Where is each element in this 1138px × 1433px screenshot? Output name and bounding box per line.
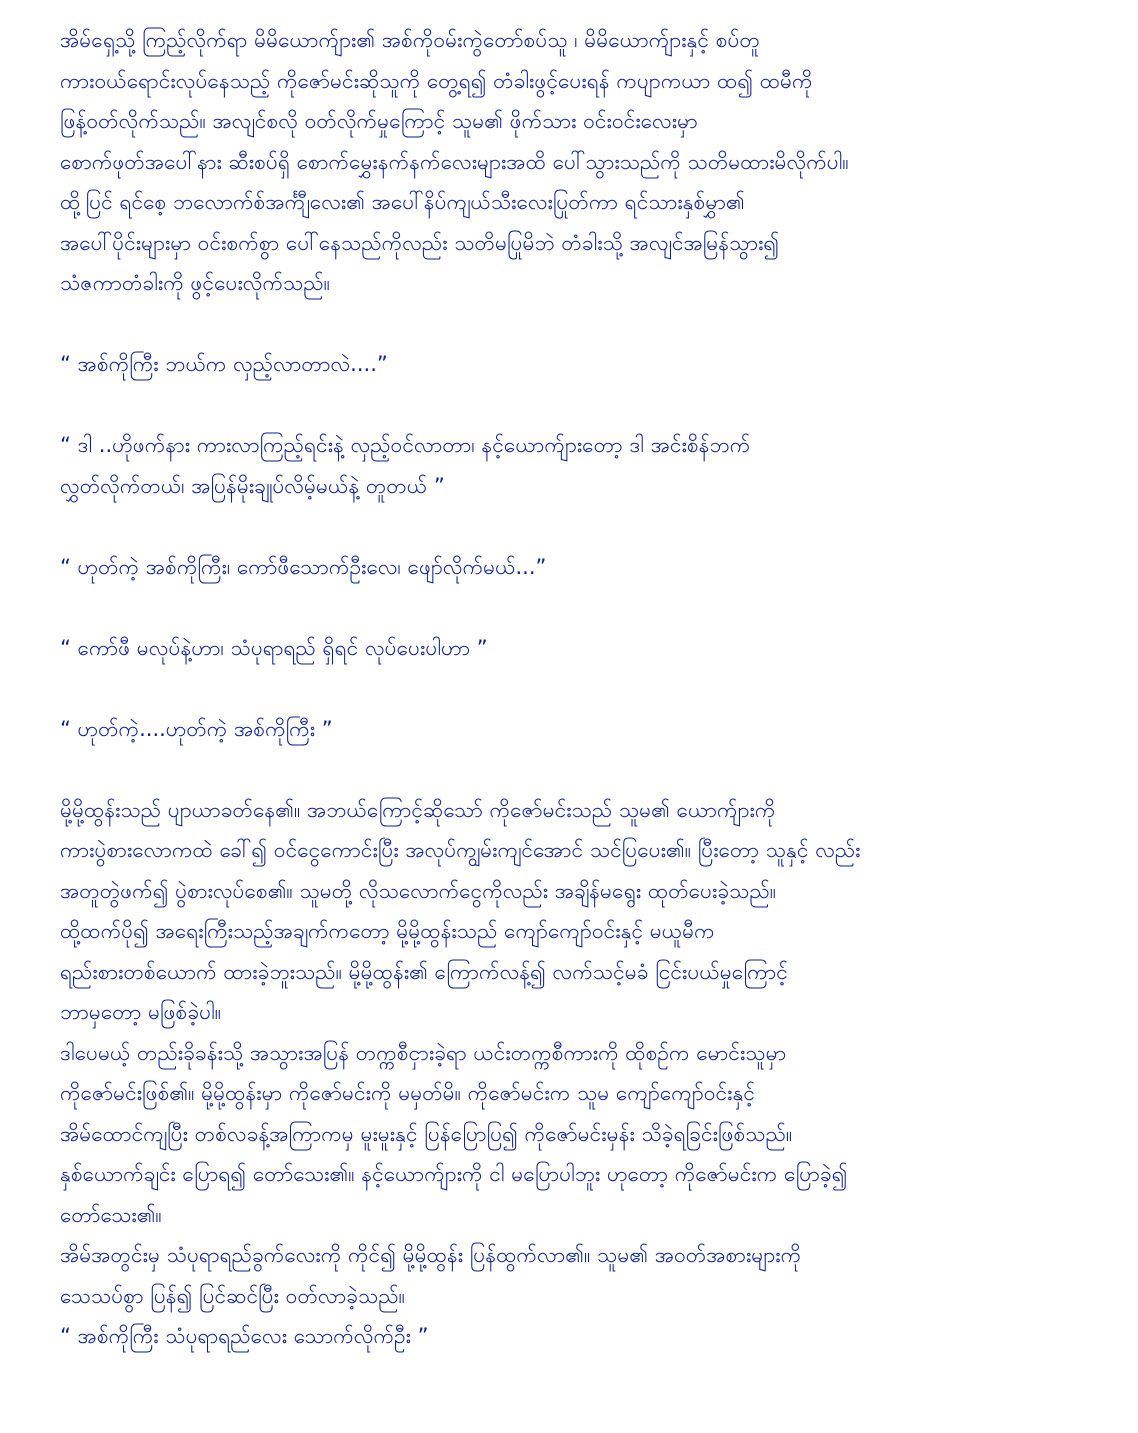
dialogue-line	[60, 547, 1100, 588]
text-line: အပေါ်ပိုင်းများမှာ ဝင်းစက်စွာ ပေါ်နေသည်ကိုလည်း သတိမပြုမိဘဲ တံခါးသို့ အလျင်အမြန်သွား၍	[60, 230, 780, 255]
text-line: “ ဟုတ်ကဲ့ အစ်ကိုကြီး၊ ကော်ဖီသောက်ဦးလေ၊ ဖျော်လိုက်မယ်...”	[60, 554, 547, 579]
paragraph-gap	[60, 385, 1100, 426]
text-line: စောက်ဖုတ်အပေါ်နား ဆီးစပ်ရှိ စောက်မွှေးနက်နက်လေးများအထိ ပေါ်သွားသည်ကို သတိမထားမိလိုက်ပါ။	[60, 149, 849, 174]
dialogue-line	[60, 344, 1100, 385]
text-line: ဘာမှတော့ မဖြစ်ခဲ့ပါ။	[60, 1000, 222, 1024]
text-line: နှစ်ယောက်ချင်း ပြောရ၍ တော်သေး၏။ နင့်ယောက်ျားကို ငါ မပြောပါဘူး ဟုတော့ ကိုဇော်မင်းက ပြောခဲ့၍	[60, 1162, 848, 1186]
dialogue-line	[60, 628, 1100, 669]
text-line: သံဇကာတံခါးကို ဖွင့်ပေးလိုက်သည်။	[60, 271, 330, 295]
text-line: “ အစ်ကိုကြီး သံပုရာရည်လေး သောက်လိုက်ဦး ”	[60, 1324, 429, 1348]
dialogue-line	[60, 425, 1100, 506]
text-line: တော်သေး၏။	[60, 1202, 162, 1227]
dialogue-line	[60, 709, 1100, 750]
text-line: “ ကော်ဖီ မလုပ်နဲ့ဟာ၊ သံပုရာရည် ရှိရင် လုပ်ပေးပါဟာ ”	[60, 635, 488, 660]
text-line: ကားဝယ်ရောင်းလုပ်နေသည့် ကိုဇော်မင်းဆိုသူကို တွေ့ရ၍ တံခါးဖွင့်ပေးရန် ကပျာကယာ ထ၍ ထမီကို	[60, 68, 813, 93]
paragraph-gap	[60, 668, 1100, 709]
dialogue-line	[60, 1316, 1100, 1357]
paragraph-gap	[60, 506, 1100, 547]
text-line: ရည်းစားတစ်ယောက် ထားခဲ့ဘူးသည်။ မို့မို့ထွန်း၏ ကြောက်လန့်၍ လက်သင့်မခံ ငြင်းပယ်မှုကြောင့်	[60, 959, 788, 984]
text-line: ဒါပေမယ့် တည်းခိုခန်းသို့ အသွားအပြန် တက္ကစီငှားခဲ့ရာ ယင်းတက္ကစီကားကို ထိုစဉ်က မောင်းသူမှာ	[60, 1040, 787, 1065]
text-line: အိမ်အတွင်းမှ သံပုရာရည်ခွက်လေးကို ကိုင်၍ မို့မို့ထွန်း ပြန်ထွက်လာ၏။ သူမ၏ အဝတ်အစားများကို	[60, 1243, 802, 1267]
text-line: အတူတွဲဖက်၍ ပွဲစားလုပ်စေ၏။ သူမတို့ လိုသလောက်ငွေကိုလည်း အချိန်မရွေး ထုတ်ပေးခဲ့သည်။	[60, 878, 777, 903]
text-line: လွှတ်လိုက်တယ်၊ အပြန်မိုးချုပ်လိမ့်မယ်နဲ့ တူတယ် ”	[60, 473, 445, 498]
paragraph-gap	[60, 587, 1100, 628]
text-line: ဖြန့်ဝတ်လိုက်သည်။ အလျင်စလို ဝတ်လိုက်မှုကြောင့် သူမ၏ ဖိုက်သား ဝင်းဝင်းလေးမှာ	[60, 109, 698, 133]
text-line: ထို့ပြင် ရင်စေ့ ဘလောက်စ်အင်္ကျီလေး၏ အပေါ်နိပ်ကျယ်သီးလေးပြုတ်ကာ ရင်သားနှစ်မွှာ၏	[60, 190, 745, 214]
text-line: ကားပွဲစားလောကထဲ ခေါ်၍ ဝင်ငွေကောင်းပြီး အလုပ်ကျွမ်းကျင်အောင် သင်ပြပေး၏။ ပြီးတော့ သူနှင့် လည်း	[60, 838, 861, 862]
text-line: “ အစ်ကိုကြီး ဘယ်က လှည့်လာတာလဲ....”	[60, 352, 388, 376]
paragraph-9	[60, 1235, 1100, 1316]
text-line: အိမ်ရှေ့သို့ ကြည့်လိုက်ရာ မိမိယောက်ျား၏ အစ်ကိုဝမ်းကွဲတော်စပ်သူ ၊ မိမိယောက်ျားနှင့် စပ်တူ	[60, 28, 760, 52]
paragraph-8	[60, 1033, 1100, 1236]
text-line: သေသပ်စွာ ပြန်၍ ပြင်ဆင်ပြီး ဝတ်လာခဲ့သည်။	[60, 1283, 405, 1308]
paragraph-gap	[60, 749, 1100, 790]
paragraph-7	[60, 790, 1100, 1033]
text-line: “ ဟုတ်ကဲ့....ဟုတ်ကဲ့ အစ်ကိုကြီး ”	[60, 716, 333, 741]
text-line: ထို့ထက်ပို၍ အရေးကြီးသည့်အချက်ကတော့ မို့မို့ထွန်းသည် ကျော်ကျော်ဝင်းနှင့် မယူမီက	[60, 919, 715, 943]
text-line: မို့မို့ထွန်းသည် ပျာယာခတ်နေ၏။ အဘယ်ကြောင့်ဆိုသော် ကိုဇော်မင်းသည် သူမ၏ ယောက်ျားကို	[60, 797, 776, 822]
document-page	[60, 20, 1100, 1357]
text-line: အိမ်ထောင်ကျပြီး တစ်လခန့်အကြာကမှ မူးမူးနှင့် ပြန်ပြောပြ၍ ကိုဇော်မင်းမှန်း သိခဲ့ရခြင်းဖြစ်သည်။	[60, 1121, 793, 1146]
text-line: “ ဒါ ..ဟိုဖက်နား ကားလာကြည့်ရင်းနဲ့ လှည့်ဝင်လာတာ၊ နင့်ယောက်ျားတော့ ဒါ အင်းစိန်ဘက်	[60, 433, 751, 457]
text-line: ကိုဇော်မင်းဖြစ်၏။ မို့မို့ထွန်းမှာ ကိုဇော်မင်းကို မမှတ်မိ။ ကိုဇော်မင်းက သူမ ကျော်ကျော်ဝင်းနှင့်	[60, 1081, 756, 1105]
paragraph-gap	[60, 304, 1100, 345]
paragraph-1	[60, 20, 1100, 304]
